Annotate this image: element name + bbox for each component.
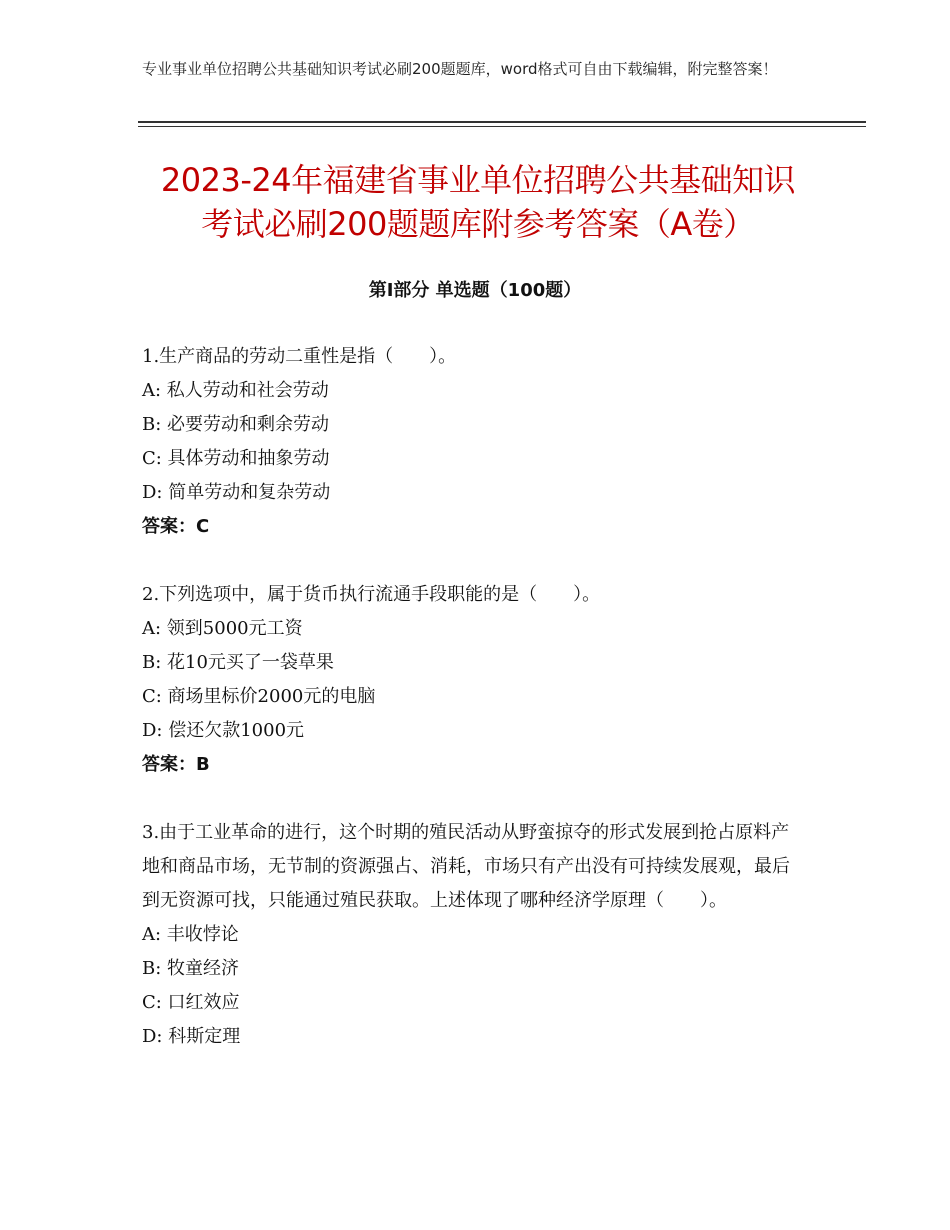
option-a: A: 私人劳动和社会劳动 bbox=[142, 380, 329, 401]
question-list bbox=[142, 340, 802, 1088]
answer-line: 答案：B bbox=[142, 754, 210, 775]
option-c: C: 商场里标价2000元的电脑 bbox=[142, 686, 376, 707]
question-2 bbox=[142, 578, 802, 782]
header-rule-thick bbox=[138, 121, 866, 123]
option-a: A: 丰收悖论 bbox=[142, 924, 239, 945]
option-a: A: 领到5000元工资 bbox=[142, 618, 303, 639]
option-b: B: 牧童经济 bbox=[142, 958, 240, 979]
header-note: 专业事业单位招聘公共基础知识考试必刷200题题库，word格式可自由下载编辑，附完整答案！ bbox=[142, 60, 778, 78]
question-stem: 3.由于工业革命的进行，这个时期的殖民活动从野蛮掠夺的形式发展到抢占原料产地和商品市场，无节制的资源强占、消耗，市场只有产出没有可持续发展观，最后到无资源可找，只能通过殖民获取。上述体现了哪种经济学原理（ ）。 bbox=[142, 822, 790, 911]
question-stem: 1.生产商品的劳动二重性是指（ ）。 bbox=[142, 346, 457, 367]
option-c: C: 口红效应 bbox=[142, 992, 240, 1013]
option-d: D: 偿还欠款1000元 bbox=[142, 720, 305, 741]
option-d: D: 科斯定理 bbox=[142, 1026, 241, 1047]
section-title: 第Ⅰ部分 单选题（100题） bbox=[368, 280, 582, 301]
option-d: D: 简单劳动和复杂劳动 bbox=[142, 482, 331, 503]
question-1 bbox=[142, 340, 802, 544]
option-b: B: 花10元买了一袋草果 bbox=[142, 652, 334, 673]
question-stem: 2.下列选项中，属于货币执行流通手段职能的是（ ）。 bbox=[142, 584, 601, 605]
answer-line: 答案：C bbox=[142, 516, 210, 537]
option-b: B: 必要劳动和剩余劳动 bbox=[142, 414, 330, 435]
header-rule-thin bbox=[138, 126, 866, 127]
question-3 bbox=[142, 816, 802, 1054]
document-title: 2023-24年福建省事业单位招聘公共基础知识考试必刷200题题库附参考答案（A卷） bbox=[160, 161, 796, 243]
option-c: C: 具体劳动和抽象劳动 bbox=[142, 448, 330, 469]
